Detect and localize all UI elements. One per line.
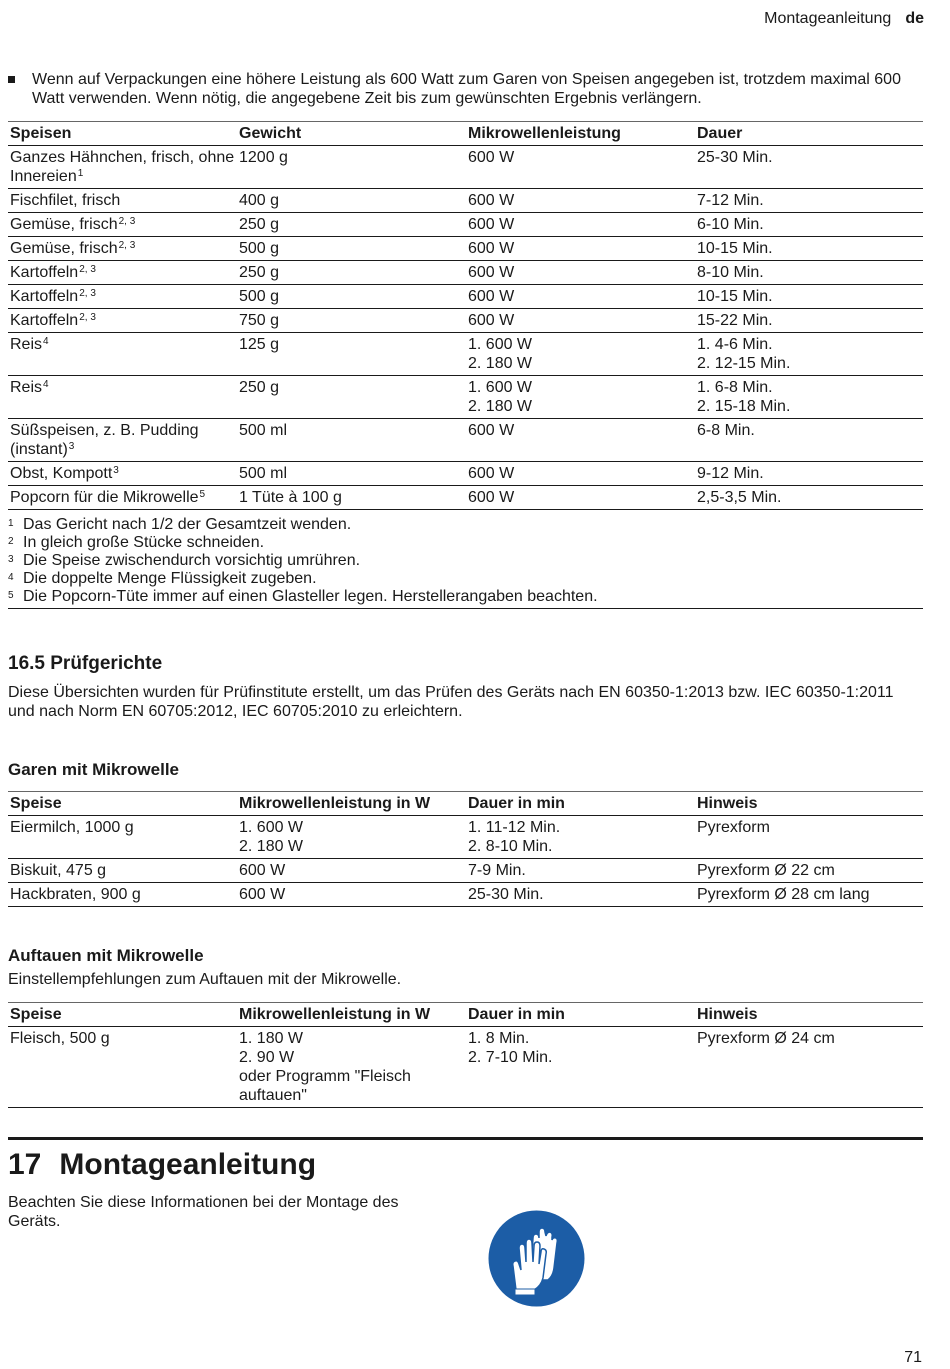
cell-weight: 250 g xyxy=(239,216,280,233)
cell-food: Biskuit, 475 g xyxy=(10,862,107,879)
time-line: 10-15 Min. xyxy=(697,288,773,305)
cell-time xyxy=(695,462,923,486)
food-name: Kartoffeln xyxy=(10,312,79,329)
cell-power xyxy=(237,1027,466,1108)
power-line: 600 W xyxy=(468,240,515,257)
col-header: Hinweis xyxy=(697,795,758,812)
table-row xyxy=(8,816,923,859)
power-line: 1. 600 W xyxy=(468,379,533,396)
footnote-number: 5 xyxy=(8,590,14,601)
table-header-row xyxy=(8,792,923,816)
cell-power xyxy=(466,285,695,309)
cell-weight: 125 g xyxy=(239,336,280,353)
cell-food xyxy=(8,462,237,486)
time-line: 8-10 Min. xyxy=(697,264,764,281)
power-line: 600 W xyxy=(468,192,515,209)
chapter-title xyxy=(8,1148,923,1182)
food-name: Kartoffeln xyxy=(10,288,79,305)
footnote-text: Die Speise zwischendurch vorsichtig umrühren. xyxy=(23,552,361,569)
table-row xyxy=(8,146,923,189)
col-header: Speisen xyxy=(10,125,72,142)
cell-time xyxy=(695,309,923,333)
bullet-square-icon xyxy=(8,76,15,83)
table-row xyxy=(8,883,923,907)
cell-power xyxy=(466,486,695,510)
time-line: 10-15 Min. xyxy=(697,240,773,257)
time-line: 7-9 Min. xyxy=(468,862,526,879)
cell-time xyxy=(466,1027,695,1108)
food-name: Reis xyxy=(10,336,43,353)
footnote-ref: 3 xyxy=(113,465,119,476)
power-line: 600 W xyxy=(239,886,286,903)
footnote xyxy=(8,552,923,570)
footnote-ref: 4 xyxy=(43,379,49,390)
cell-weight: 500 g xyxy=(239,288,280,305)
cooking-table xyxy=(8,121,923,510)
footnote-text: Die Popcorn-Tüte immer auf einen Glasteller legen. Herstellerangaben beachten. xyxy=(23,588,598,605)
power-line: 600 W xyxy=(239,862,286,879)
footnote-number: 3 xyxy=(8,554,14,565)
cell-power xyxy=(466,462,695,486)
cell-food xyxy=(8,376,237,419)
cell-time xyxy=(695,146,923,189)
col-header: Speise xyxy=(10,795,62,812)
cell-note: Pyrexform xyxy=(697,819,770,836)
time-line: 1. 6-8 Min. xyxy=(697,379,773,396)
col-header: Dauer in min xyxy=(468,795,565,812)
power-line: 1. 600 W xyxy=(468,336,533,353)
chapter-number: 17 xyxy=(8,1148,42,1181)
col-header: Gewicht xyxy=(239,125,302,142)
cell-weight: 500 ml xyxy=(239,422,288,439)
cell-note: Pyrexform Ø 22 cm xyxy=(697,862,835,879)
garen-table xyxy=(8,791,923,907)
cell-note: Pyrexform Ø 24 cm xyxy=(697,1030,835,1047)
table-header-row xyxy=(8,122,923,146)
food-name: Gemüse, frisch xyxy=(10,216,118,233)
power-line: 1. 600 W xyxy=(239,819,304,836)
section-intro: Diese Übersichten wurden für Prüfinstitute erstellt, um das Prüfen des Geräts nach EN 60350-1:2013 bzw. IEC 60350-1:2011 und nach Norm EN 60705:2012, IEC 60705:2010 zu erleichtern. xyxy=(8,684,894,720)
cell-weight: 500 g xyxy=(239,240,280,257)
cell-weight: 400 g xyxy=(239,192,280,209)
table-row xyxy=(8,462,923,486)
col-header: Mikrowellenleistung xyxy=(468,125,621,142)
footnote xyxy=(8,534,923,552)
time-line: 6-8 Min. xyxy=(697,422,755,439)
table-row xyxy=(8,213,923,237)
food-name: Fischfilet, frisch xyxy=(10,192,121,209)
cell-food xyxy=(8,309,237,333)
col-header: Hinweis xyxy=(697,1006,758,1023)
cell-time xyxy=(695,285,923,309)
cell-power xyxy=(466,213,695,237)
cell-time xyxy=(695,261,923,285)
col-header: Mikrowellenleistung in W xyxy=(239,795,431,812)
table-row xyxy=(8,189,923,213)
cell-food xyxy=(8,486,237,510)
col-header: Dauer in min xyxy=(468,1006,565,1023)
footnote-ref: 1 xyxy=(77,168,84,179)
cell-power xyxy=(466,309,695,333)
footnote-ref: 3 xyxy=(68,441,75,452)
cell-power xyxy=(237,883,466,907)
cell-food xyxy=(8,419,237,462)
food-name: Süßspeisen, z. B. Pudding (instant) xyxy=(10,422,199,458)
cell-weight: 500 ml xyxy=(239,465,288,482)
time-line: 9-12 Min. xyxy=(697,465,764,482)
footnote-text: In gleich große Stücke schneiden. xyxy=(23,534,265,551)
chapter-title-text: Montageanleitung xyxy=(59,1148,317,1181)
auftauen-table xyxy=(8,1002,923,1108)
food-name: Reis xyxy=(10,379,43,396)
table-row xyxy=(8,859,923,883)
footnote-text: Das Gericht nach 1/2 der Gesamtzeit wenden. xyxy=(23,516,352,533)
cell-time xyxy=(466,859,695,883)
footnote xyxy=(8,516,923,534)
power-line: 600 W xyxy=(468,288,515,305)
footnote-number: 1 xyxy=(8,518,14,529)
food-name: Kartoffeln xyxy=(10,264,79,281)
power-line: 600 W xyxy=(468,489,515,506)
cell-food xyxy=(8,213,237,237)
table-row xyxy=(8,309,923,333)
garen-title: Garen mit Mikrowelle xyxy=(8,760,179,779)
footnote-ref: 5 xyxy=(199,489,206,500)
cell-weight: 1200 g xyxy=(239,149,288,166)
table-row xyxy=(8,237,923,261)
footnote-ref: 2, 3 xyxy=(79,264,96,275)
table-row xyxy=(8,285,923,309)
cell-weight: 250 g xyxy=(239,264,280,281)
time-line: 1. 4-6 Min. xyxy=(697,336,773,353)
cell-food: Eiermilch, 1000 g xyxy=(10,819,134,836)
cell-time xyxy=(695,333,923,376)
table-header-row xyxy=(8,1003,923,1027)
food-name: Ganzes Hähnchen, frisch, ohne Innereien xyxy=(10,149,235,185)
cell-food: Fleisch, 500 g xyxy=(10,1030,110,1047)
cell-time xyxy=(695,486,923,510)
time-line: 2. 15-18 Min. xyxy=(697,398,791,415)
cell-time xyxy=(695,419,923,462)
time-line: 1. 8 Min. xyxy=(468,1030,530,1047)
footnote-ref: 2, 3 xyxy=(118,216,136,227)
chapter-17 xyxy=(8,1137,923,1182)
header-title: Montageanleitung xyxy=(764,10,892,27)
col-header: Mikrowellenleistung in W xyxy=(239,1006,431,1023)
power-line: 2. 180 W xyxy=(239,838,304,855)
cell-weight: 1 Tüte à 100 g xyxy=(239,489,342,506)
power-line: 2. 90 W xyxy=(239,1049,295,1066)
table-row xyxy=(8,261,923,285)
cell-food xyxy=(8,146,237,189)
cell-time xyxy=(695,237,923,261)
food-name: Obst, Kompott xyxy=(10,465,113,482)
cell-power xyxy=(466,237,695,261)
cell-food: Hackbraten, 900 g xyxy=(10,886,141,903)
table-row xyxy=(8,1027,923,1108)
cell-power xyxy=(466,419,695,462)
power-line: 2. 180 W xyxy=(468,398,533,415)
table-row xyxy=(8,333,923,376)
cell-food xyxy=(8,237,237,261)
time-line: 2. 8-10 Min. xyxy=(468,838,553,855)
cell-food xyxy=(8,285,237,309)
cell-weight: 750 g xyxy=(239,312,280,329)
power-line: 600 W xyxy=(468,216,515,233)
power-line: 2. 180 W xyxy=(468,355,533,372)
time-line: 2. 12-15 Min. xyxy=(697,355,791,372)
cell-power xyxy=(466,333,695,376)
power-line: 600 W xyxy=(468,312,515,329)
cell-power xyxy=(237,859,466,883)
cell-food xyxy=(8,189,237,213)
time-line: 6-10 Min. xyxy=(697,216,764,233)
cell-time xyxy=(695,213,923,237)
table-row xyxy=(8,376,923,419)
power-line: 600 W xyxy=(468,422,515,439)
page-header xyxy=(764,10,924,28)
footnote-number: 4 xyxy=(8,572,14,583)
cell-time xyxy=(466,883,695,907)
cell-food xyxy=(8,333,237,376)
footnote-text: Die doppelte Menge Flüssigkeit zugeben. xyxy=(23,570,317,587)
cell-time xyxy=(695,376,923,419)
power-line: 600 W xyxy=(468,264,515,281)
cell-time xyxy=(466,816,695,859)
time-line: 1. 11-12 Min. xyxy=(468,819,561,836)
time-line: 7-12 Min. xyxy=(697,192,764,209)
time-line: 2,5-3,5 Min. xyxy=(697,489,782,506)
cell-power xyxy=(466,261,695,285)
cell-power xyxy=(466,189,695,213)
time-line: 25-30 Min. xyxy=(697,149,773,166)
bullet-note xyxy=(8,70,908,108)
gloves-icon xyxy=(488,1210,585,1307)
footnote xyxy=(8,588,923,606)
power-line: 600 W xyxy=(468,149,515,166)
cell-power xyxy=(237,816,466,859)
cell-power xyxy=(466,376,695,419)
footnote-ref: 2, 3 xyxy=(118,240,136,251)
cell-note: Pyrexform Ø 28 cm lang xyxy=(697,886,870,903)
header-lang: de xyxy=(905,10,924,27)
cell-time xyxy=(695,189,923,213)
time-line: 25-30 Min. xyxy=(468,886,544,903)
bullet-text: Wenn auf Verpackungen eine höhere Leistung als 600 Watt zum Garen von Speisen angegeben ist, trotzdem maximal 600 Watt verwenden. Wenn nötig, die angegebene Zeit bis zum gewünschten Ergebnis verlängern. xyxy=(32,71,901,107)
col-header: Speise xyxy=(10,1006,62,1023)
food-name: Gemüse, frisch xyxy=(10,240,118,257)
auftauen-intro: Einstellempfehlungen zum Auftauen mit der Mikrowelle. xyxy=(8,971,402,988)
food-name: Popcorn für die Mikrowelle xyxy=(10,489,199,506)
footnote-ref: 2, 3 xyxy=(79,312,96,323)
auftauen-title: Auftauen mit Mikrowelle xyxy=(8,946,204,965)
footnote xyxy=(8,570,923,588)
cell-power xyxy=(466,146,695,189)
section-title: 16.5 Prüfgerichte xyxy=(8,653,163,674)
power-line: auftauen" xyxy=(239,1087,307,1104)
col-header: Dauer xyxy=(697,125,743,142)
footnote-ref: 2, 3 xyxy=(79,288,96,299)
cell-weight: 250 g xyxy=(239,379,280,396)
time-line: 15-22 Min. xyxy=(697,312,773,329)
cell-food xyxy=(8,261,237,285)
time-line: 2. 7-10 Min. xyxy=(468,1049,553,1066)
table-row xyxy=(8,486,923,510)
power-line: 1. 180 W xyxy=(239,1030,304,1047)
table-row xyxy=(8,419,923,462)
power-line: oder Programm "Fleisch xyxy=(239,1068,411,1085)
power-line: 600 W xyxy=(468,465,515,482)
table-footnotes xyxy=(8,516,923,609)
footnote-number: 2 xyxy=(8,536,14,547)
page-number: 71 xyxy=(904,1349,922,1366)
footnote-ref: 4 xyxy=(43,336,49,347)
chapter-intro: Beachten Sie diese Informationen bei der Montage des Geräts. xyxy=(8,1194,399,1230)
